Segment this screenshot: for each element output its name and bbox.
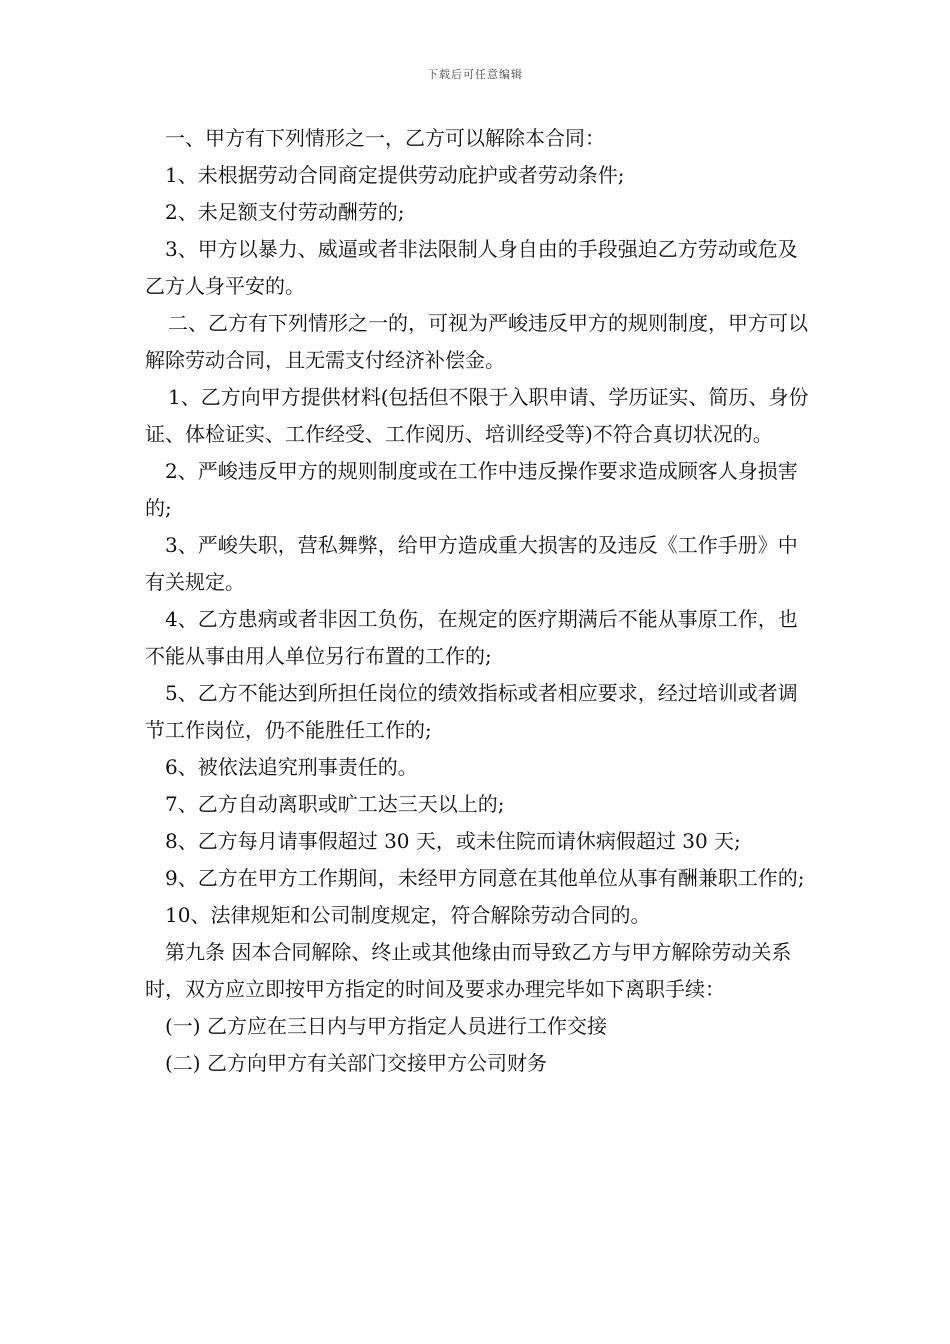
clause-paragraph: 4、乙方患病或者非因工负伤，在规定的医疗期满后不能从事原工作，也不能从事由用人单位另行布置的工作的; bbox=[145, 607, 798, 668]
clause-paragraph: 二、乙方有下列情形之一的，可视为严峻违反甲方的规则制度，甲方可以解除劳动合同，且无需支付经济补偿金。 bbox=[145, 311, 808, 372]
clause-paragraph: 3、严峻失职，营私舞弊，给甲方造成重大损害的及违反《工作手册》中有关规定。 bbox=[145, 533, 798, 594]
clause-paragraph: 6、被依法追究刑事责任的。 bbox=[165, 755, 418, 779]
clause-paragraph: 2、未足额支付劳动酬劳的; bbox=[165, 200, 405, 224]
document-body bbox=[145, 120, 810, 1082]
clause-paragraph: 1、乙方向甲方提供材料(包括但不限于入职申请、学历证实、简历、身份证、体检证实、工作经受、工作阅历、培训经受等)不符合真切状况的。 bbox=[145, 385, 809, 446]
clause-paragraph: 1、未根据劳动合同商定提供劳动庇护或者劳动条件; bbox=[165, 163, 625, 187]
clause-paragraph: 8、乙方每月请事假超过 30 天，或未住院而请休病假超过 30 天; bbox=[165, 829, 741, 853]
clause-paragraph: 10、法律规矩和公司制度规定，符合解除劳动合同的。 bbox=[165, 903, 651, 927]
clause-paragraph: 9、乙方在甲方工作期间，未经甲方同意在其他单位从事有酬兼职工作的; bbox=[165, 866, 805, 890]
clause-paragraph: 7、乙方自动离职或旷工达三天以上的; bbox=[165, 792, 505, 816]
clause-paragraph: 第九条 因本合同解除、终止或其他缘由而导致乙方与甲方解除劳动关系时，双方应立即按甲方指定的时间及要求办理完毕如下离职手续： bbox=[145, 940, 792, 1001]
clause-paragraph: (一) 乙方应在三日内与甲方指定人员进行工作交接 bbox=[165, 1014, 607, 1038]
clause-paragraph: 3、甲方以暴力、威逼或者非法限制人身自由的手段强迫乙方劳动或危及乙方人身平安的。 bbox=[145, 237, 798, 298]
clause-paragraph: 5、乙方不能达到所担任岗位的绩效指标或者相应要求，经过培训或者调节工作岗位，仍不能胜任工作的; bbox=[145, 681, 798, 742]
clause-paragraph: (二) 乙方向甲方有关部门交接甲方公司财务 bbox=[165, 1051, 547, 1075]
page-header: 下载后可任意编辑 bbox=[427, 68, 523, 81]
clause-paragraph: 一、甲方有下列情形之一，乙方可以解除本合同： bbox=[165, 126, 605, 150]
clause-paragraph: 2、严峻违反甲方的规则制度或在工作中违反操作要求造成顾客人身损害的; bbox=[145, 459, 798, 520]
